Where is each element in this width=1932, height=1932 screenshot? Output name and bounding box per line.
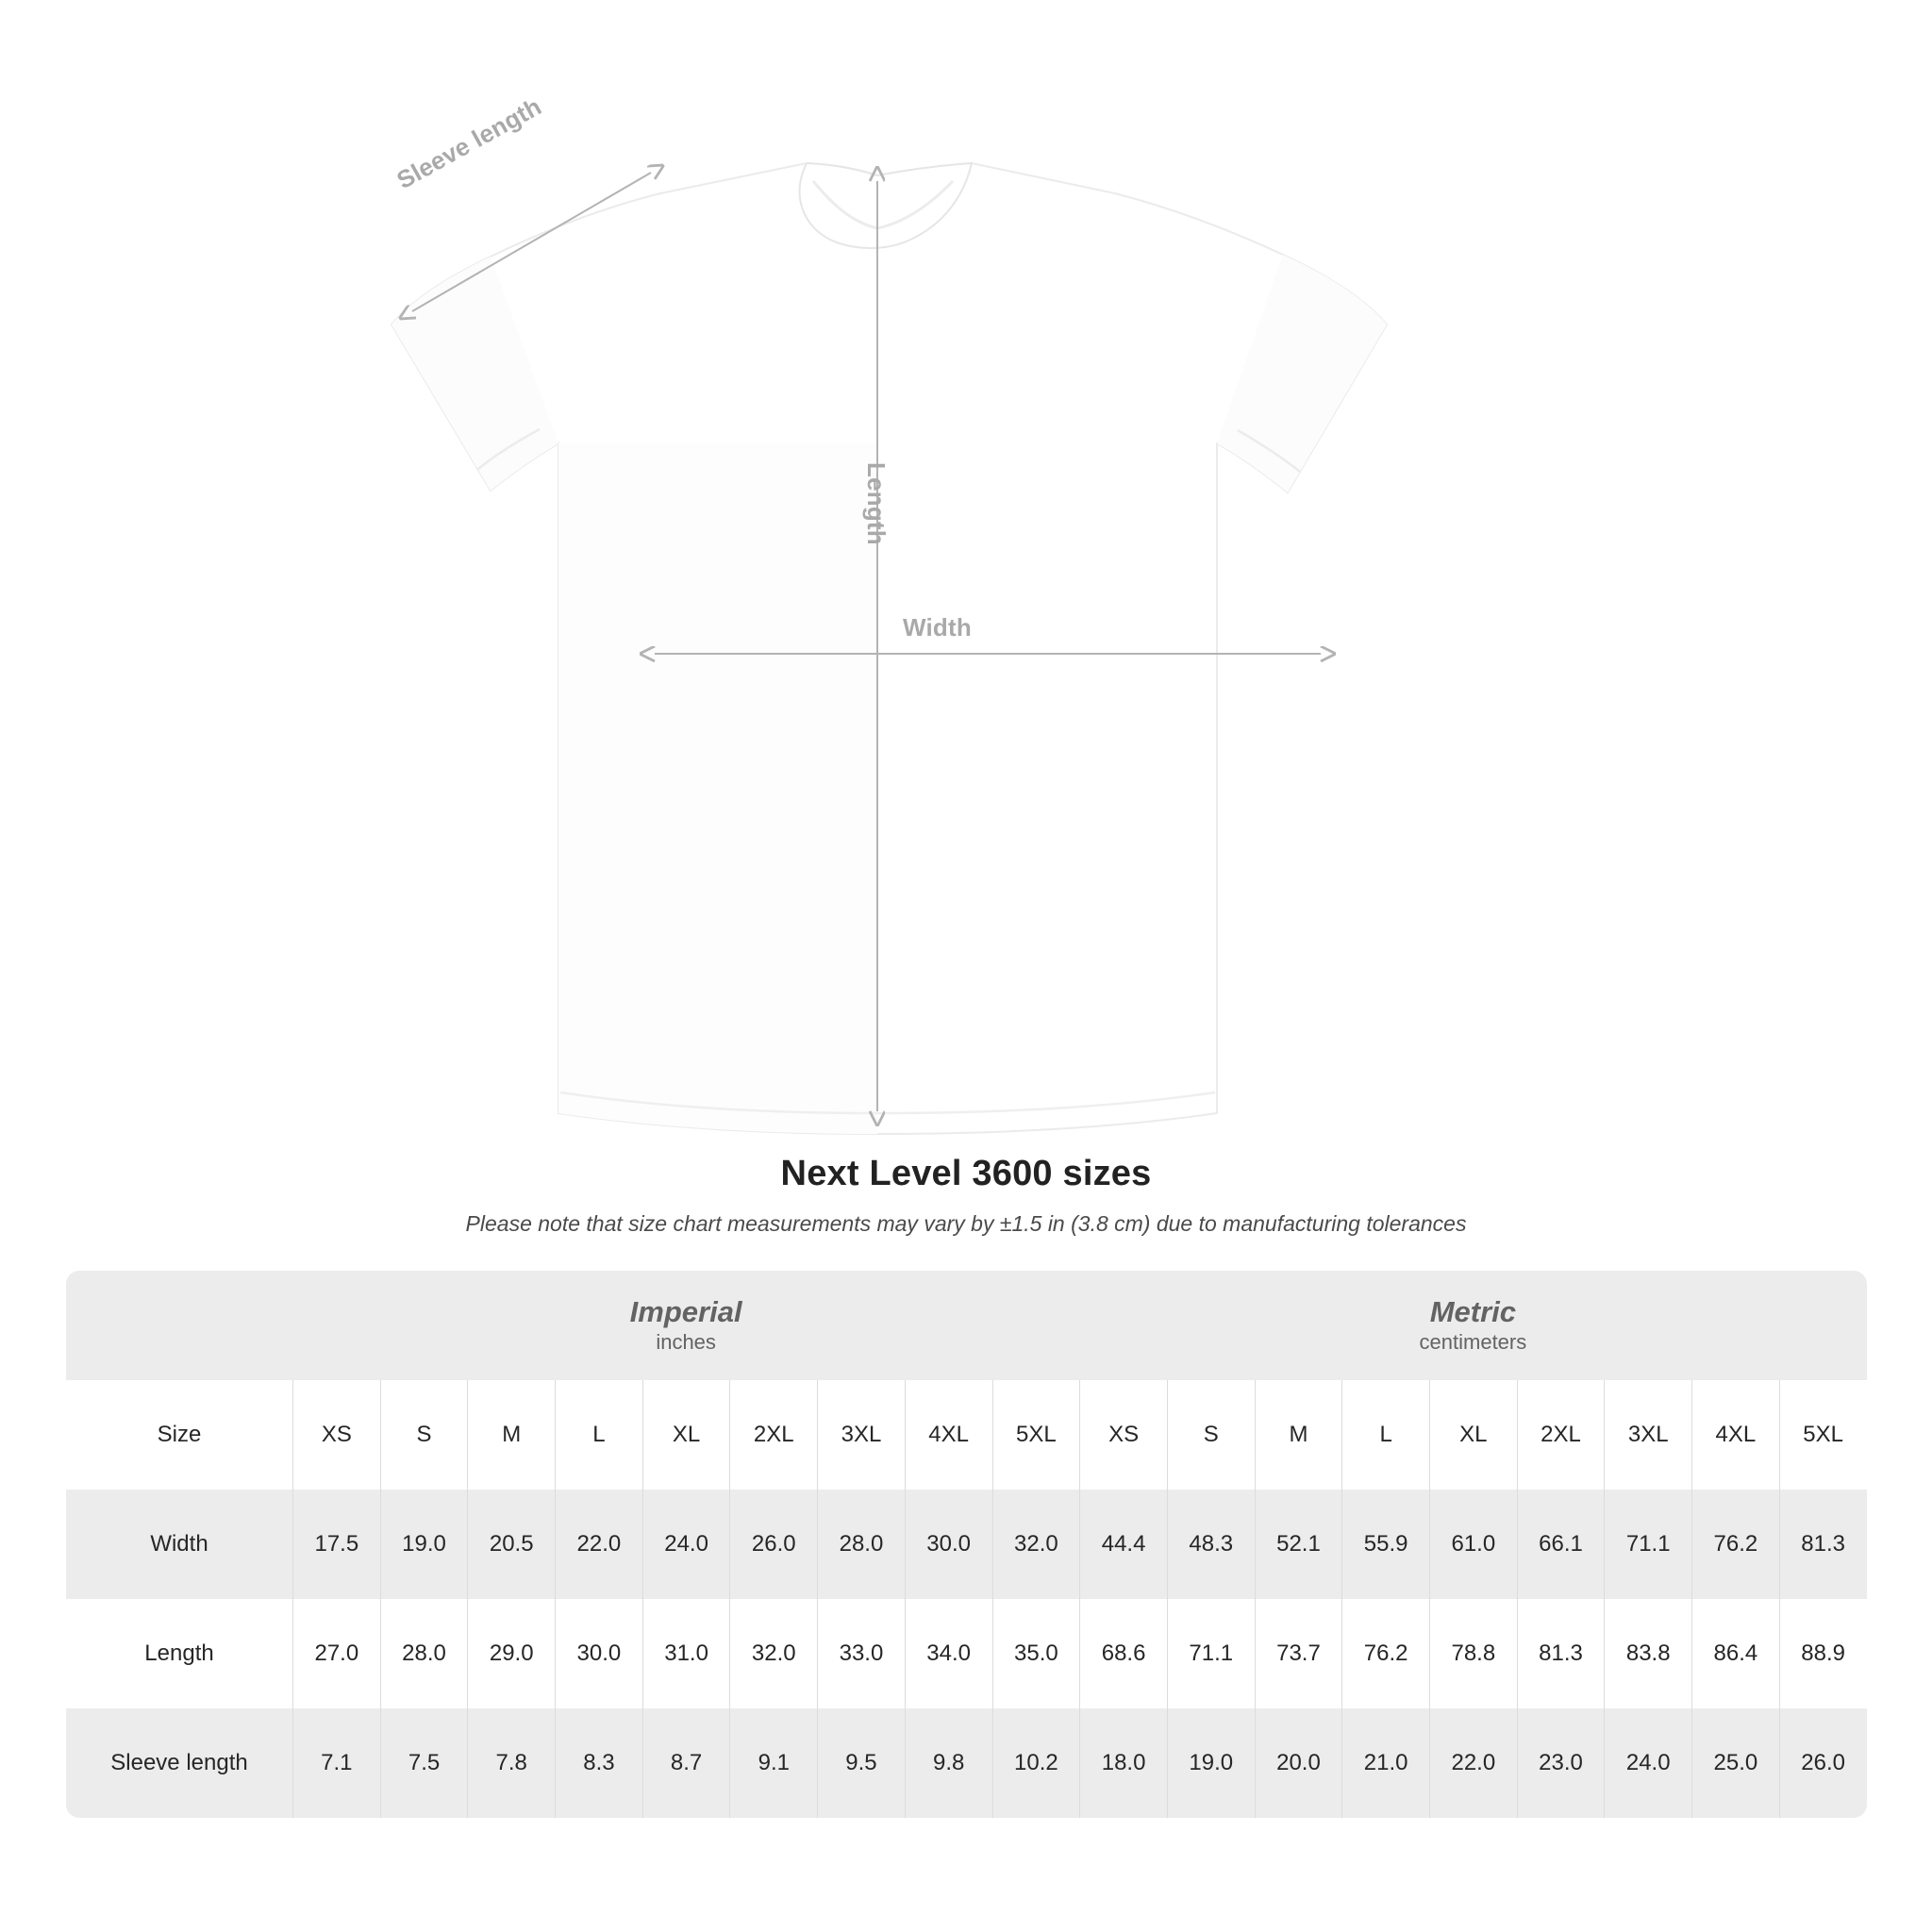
sleeve-imp-3: 8.3 — [555, 1708, 642, 1818]
length-imp-8: 35.0 — [992, 1599, 1080, 1708]
sleeve-imp-5: 9.1 — [729, 1708, 817, 1818]
length-imp-1: 28.0 — [380, 1599, 468, 1708]
sleeve-imp-4: 8.7 — [642, 1708, 730, 1818]
length-met-5: 81.3 — [1517, 1599, 1605, 1708]
size-cell-imp-4: XL — [642, 1380, 730, 1490]
page-title: Next Level 3600 sizes — [780, 1154, 1152, 1193]
table-unit-header-row — [66, 1271, 1867, 1380]
sleeve-met-3: 21.0 — [1341, 1708, 1429, 1818]
length-met-8: 88.9 — [1779, 1599, 1867, 1708]
width-met-3: 55.9 — [1341, 1490, 1429, 1599]
sleeve-length-label: Sleeve length — [391, 92, 546, 195]
sleeve-imp-6: 9.5 — [817, 1708, 905, 1818]
row-label-width: Width — [66, 1490, 292, 1599]
size-cell-imp-5: 2XL — [729, 1380, 817, 1490]
size-cell-imp-7: 4XL — [905, 1380, 992, 1490]
length-imp-7: 34.0 — [905, 1599, 992, 1708]
width-met-2: 52.1 — [1255, 1490, 1342, 1599]
size-cell-imp-8: 5XL — [992, 1380, 1080, 1490]
width-met-4: 61.0 — [1429, 1490, 1517, 1599]
sleeve-met-5: 23.0 — [1517, 1708, 1605, 1818]
unit-title-imperial: Imperial — [629, 1294, 742, 1328]
width-met-7: 76.2 — [1691, 1490, 1779, 1599]
unit-title-metric: Metric — [1429, 1294, 1517, 1328]
size-cell-imp-3: L — [555, 1380, 642, 1490]
size-cell-imp-0: XS — [292, 1380, 380, 1490]
sleeve-met-8: 26.0 — [1779, 1708, 1867, 1818]
unit-header-imperial — [292, 1271, 1079, 1380]
length-met-3: 76.2 — [1341, 1599, 1429, 1708]
length-imp-5: 32.0 — [729, 1599, 817, 1708]
length-imp-6: 33.0 — [817, 1599, 905, 1708]
unit-sub-imperial: inches — [656, 1329, 716, 1354]
size-cell-met-6: 3XL — [1604, 1380, 1691, 1490]
length-met-7: 86.4 — [1691, 1599, 1779, 1708]
size-cell-imp-2: M — [467, 1380, 555, 1490]
row-label-sleeve-length: Sleeve length — [66, 1708, 292, 1818]
length-imp-4: 31.0 — [642, 1599, 730, 1708]
length-met-2: 73.7 — [1255, 1599, 1342, 1708]
width-met-8: 81.3 — [1779, 1490, 1867, 1599]
unit-header-metric — [1079, 1271, 1866, 1380]
table-row — [66, 1708, 1867, 1818]
size-table — [66, 1271, 1867, 1818]
length-met-0: 68.6 — [1079, 1599, 1167, 1708]
table-corner-cell — [66, 1271, 292, 1380]
width-met-0: 44.4 — [1079, 1490, 1167, 1599]
size-cell-met-7: 4XL — [1691, 1380, 1779, 1490]
size-cell-met-5: 2XL — [1517, 1380, 1605, 1490]
width-label: Width — [903, 613, 972, 641]
sleeve-met-6: 24.0 — [1604, 1708, 1691, 1818]
length-met-1: 71.1 — [1167, 1599, 1255, 1708]
size-table-wrapper — [66, 1271, 1866, 1818]
sleeve-imp-0: 7.1 — [292, 1708, 380, 1818]
length-imp-0: 27.0 — [292, 1599, 380, 1708]
width-imp-1: 19.0 — [380, 1490, 468, 1599]
size-cell-imp-1: S — [380, 1380, 468, 1490]
width-met-1: 48.3 — [1167, 1490, 1255, 1599]
sleeve-met-4: 22.0 — [1429, 1708, 1517, 1818]
row-label-length: Length — [66, 1599, 292, 1708]
sleeve-imp-1: 7.5 — [380, 1708, 468, 1818]
width-imp-6: 28.0 — [817, 1490, 905, 1599]
width-imp-5: 26.0 — [729, 1490, 817, 1599]
sleeve-imp-7: 9.8 — [905, 1708, 992, 1818]
length-imp-2: 29.0 — [467, 1599, 555, 1708]
sleeve-imp-2: 7.8 — [467, 1708, 555, 1818]
size-cell-imp-6: 3XL — [817, 1380, 905, 1490]
tolerance-note: Please note that size chart measurements may vary by ±1.5 in (3.8 cm) due to manufacturing tolerances — [465, 1211, 1467, 1236]
width-met-6: 71.1 — [1604, 1490, 1691, 1599]
table-size-row — [66, 1380, 1867, 1490]
width-imp-0: 17.5 — [292, 1490, 380, 1599]
width-imp-2: 20.5 — [467, 1490, 555, 1599]
sleeve-met-2: 20.0 — [1255, 1708, 1342, 1818]
table-row — [66, 1599, 1867, 1708]
unit-sub-metric: centimeters — [1419, 1329, 1527, 1354]
length-imp-3: 30.0 — [555, 1599, 642, 1708]
width-imp-7: 30.0 — [905, 1490, 992, 1599]
width-imp-4: 24.0 — [642, 1490, 730, 1599]
row-label-size: Size — [66, 1380, 292, 1490]
table-row — [66, 1490, 1867, 1599]
length-met-4: 78.8 — [1429, 1599, 1517, 1708]
size-cell-met-4: XL — [1429, 1380, 1517, 1490]
size-cell-met-3: L — [1341, 1380, 1429, 1490]
size-cell-met-0: XS — [1079, 1380, 1167, 1490]
length-label: Length — [862, 462, 891, 545]
width-imp-8: 32.0 — [992, 1490, 1080, 1599]
width-met-5: 66.1 — [1517, 1490, 1605, 1599]
sleeve-met-7: 25.0 — [1691, 1708, 1779, 1818]
size-cell-met-8: 5XL — [1779, 1380, 1867, 1490]
size-cell-met-1: S — [1167, 1380, 1255, 1490]
size-cell-met-2: M — [1255, 1380, 1342, 1490]
width-imp-3: 22.0 — [555, 1490, 642, 1599]
sleeve-imp-8: 10.2 — [992, 1708, 1080, 1818]
title-block — [0, 1154, 1932, 1237]
length-met-6: 83.8 — [1604, 1599, 1691, 1708]
sleeve-met-0: 18.0 — [1079, 1708, 1167, 1818]
sleeve-met-1: 19.0 — [1167, 1708, 1255, 1818]
